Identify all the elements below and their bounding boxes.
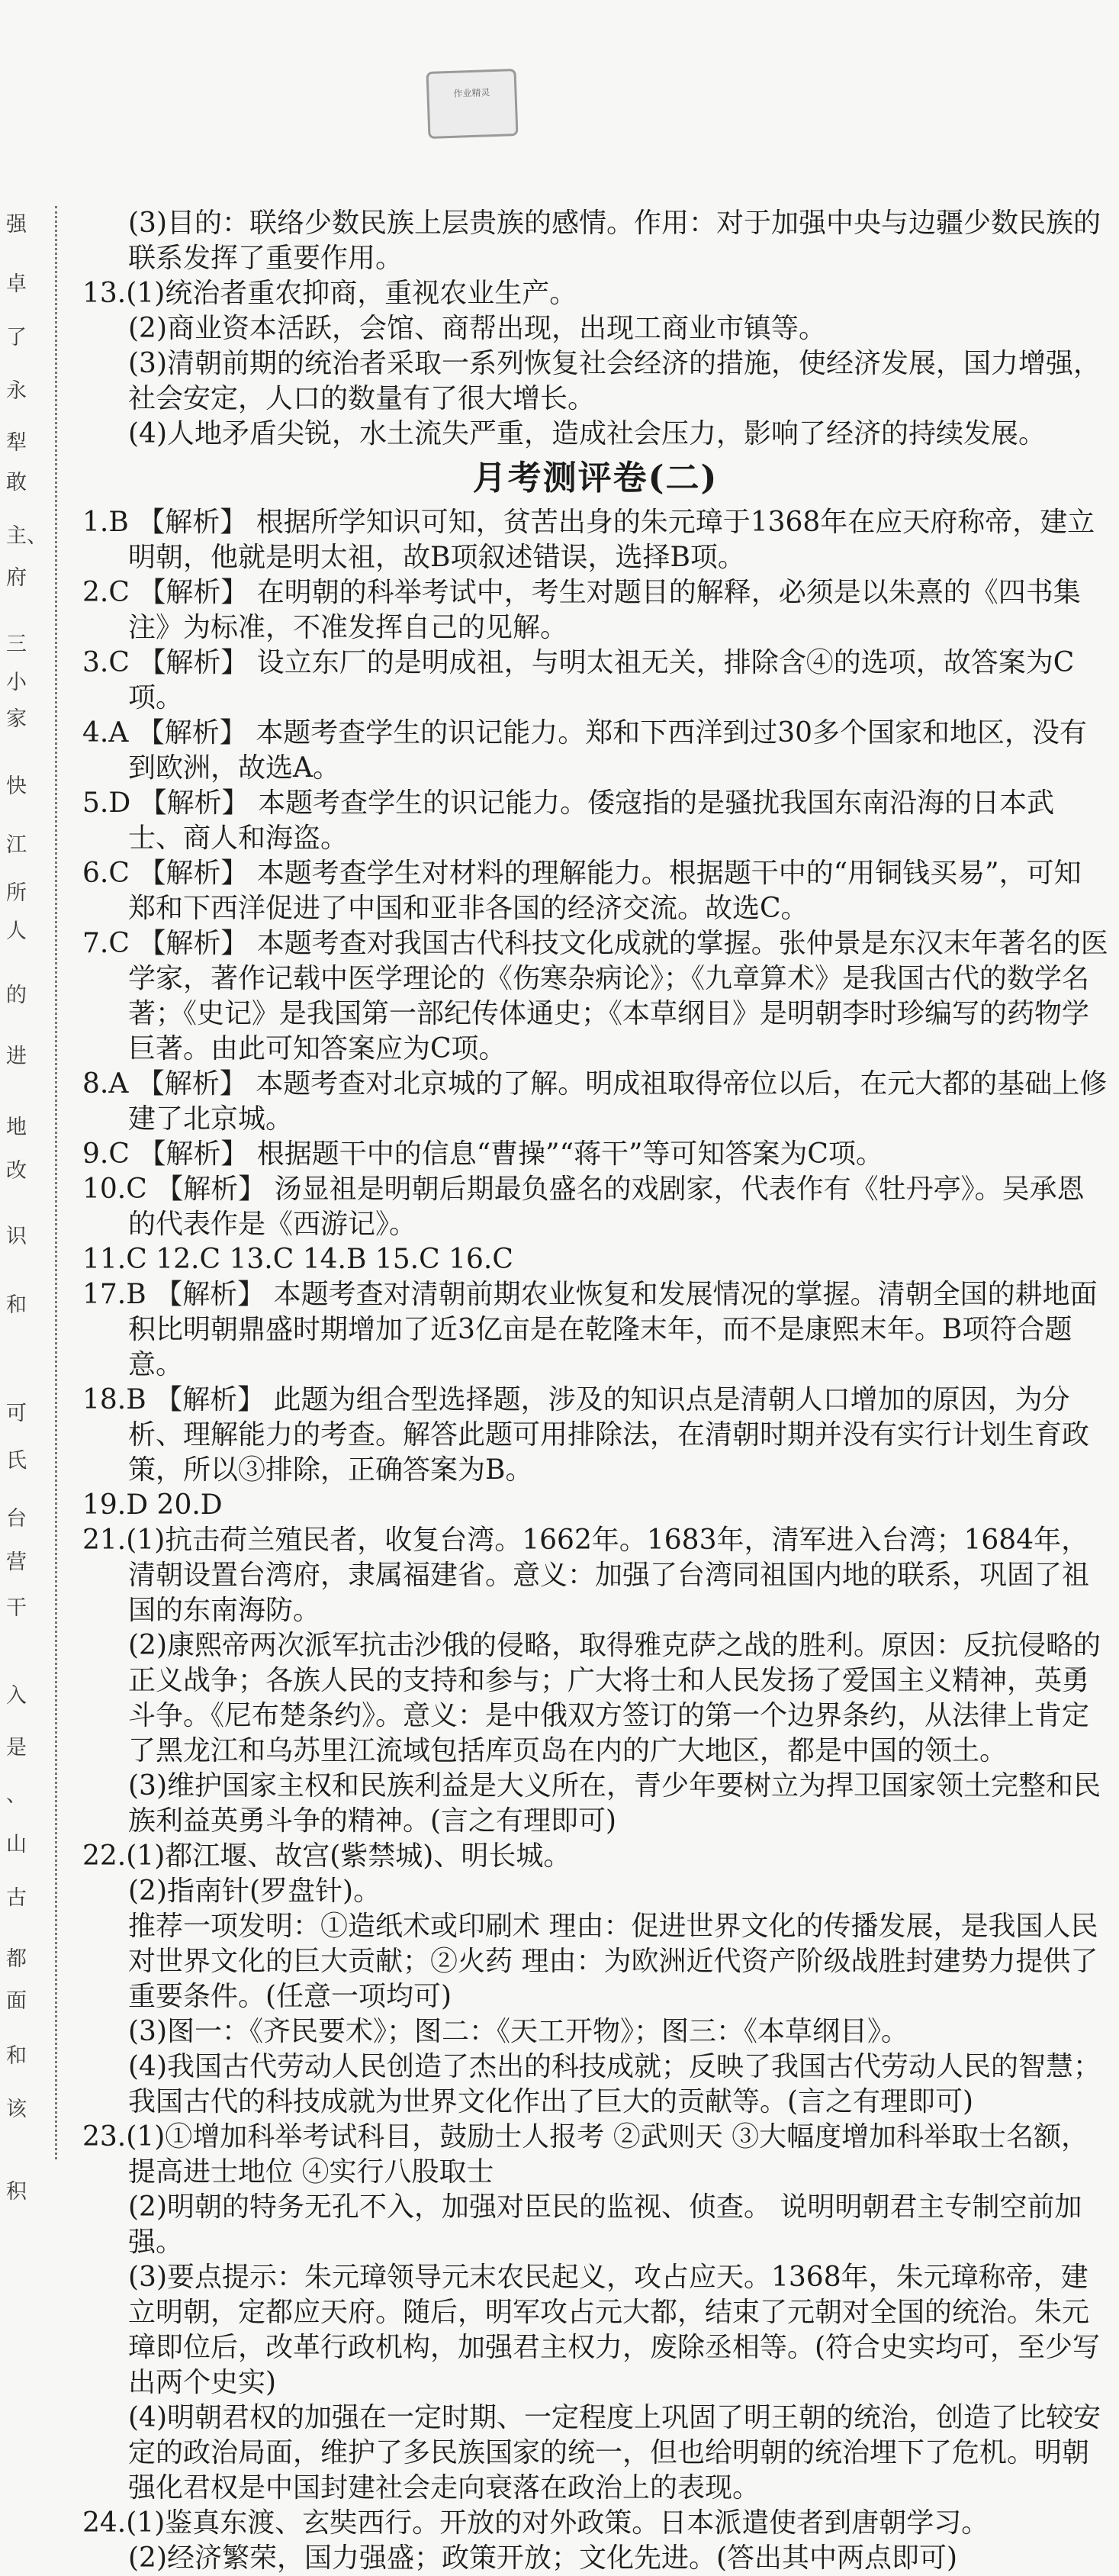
answer-line: (3)维护国家主权和民族利益是大义所在，青少年要树立为捍卫国家领土完整和民族利益英勇斗争的精神。(言之有理即可)	[128, 1770, 1101, 1837]
gutter-char: 三	[6, 633, 27, 656]
answer-line: (3)目的：联络少数民族上层贵族的感情。作用：对于加强中央与边疆少数民族的联系发挥了重要作用。	[128, 208, 1101, 274]
gutter-char: 入	[6, 1684, 27, 1708]
gutter-char: 永	[6, 379, 27, 403]
answer-list	[82, 505, 1108, 2576]
gutter-char: 山	[6, 1833, 27, 1856]
gutter-char: 人	[6, 919, 27, 943]
section-title: 月考测评卷(二)	[472, 459, 719, 497]
gutter-char: 江	[6, 833, 27, 857]
gutter-char: 台	[6, 1507, 27, 1531]
answer-line: 10.C 【解析】 汤显祖是明朝后期最负盛名的戏剧家，代表作有《牡丹亭》。吴承恩的代表作是《西游记》。	[82, 1174, 1085, 1240]
gutter-char: 强	[6, 213, 27, 237]
gutter-char: 府	[6, 566, 27, 590]
left-gutter-fragments	[0, 0, 52, 2523]
answer-line: (4)明朝君权的加强在一定时期、一定程度上巩固了明王朝的统治，创造了比较安定的政治局面，维护了多民族国家的统一，但也给明朝的统治埋下了危机。明朝强化君权是中国封建社会走向衰落在政治上的表现。	[128, 2402, 1101, 2504]
binding-dotted-line	[55, 206, 57, 2159]
gutter-char: 了	[6, 326, 27, 349]
gutter-char: 识	[6, 1225, 27, 1248]
gutter-char: 改	[6, 1159, 27, 1183]
answer-content	[82, 206, 1108, 2576]
gutter-char: 小	[6, 671, 27, 694]
gutter-char: 该	[6, 2098, 27, 2121]
previous-answers-continued	[82, 206, 1108, 452]
gutter-char: 面	[6, 1989, 27, 2013]
answer-line: (2)商业资本活跃，会馆、商帮出现，出现工商业市镇等。	[128, 313, 826, 344]
answer-line: 18.B 【解析】 此题为组合型选择题，涉及的知识点是清朝人口增加的原因，为分析、理解能力的考查。解答此题可用排除法，在清朝时期并没有实行计划生育政策，所以③排除，正确答案为B。	[82, 1384, 1090, 1486]
answer-line: 推荐一项发明：①造纸术或印刷术 理由：促进世界文化的传播发展，是我国人民对世界文化的巨大贡献；②火药 理由：为欧洲近代资产阶级战胜封建势力提供了重要条件。(任意一项均可)	[128, 1911, 1098, 2012]
answer-line: 21.(1)抗击荷兰殖民者，收复台湾。1662年。1683年，清军进入台湾；1684年，清朝设置台湾府，隶属福建省。意义：加强了台湾同祖国内地的联系，巩固了祖国的东南海防。	[82, 1525, 1090, 1626]
answer-line: (4)人地矛盾尖锐，水土流失严重，造成社会压力，影响了经济的持续发展。	[128, 418, 1046, 449]
answer-line: (2)指南针(罗盘针)。	[128, 1876, 381, 1907]
answer-line: 23.(1)①增加科举考试科目，鼓励士人报考 ②武则天 ③大幅度增加科举取士名额，提高进士地位 ④实行八股取士	[82, 2121, 1089, 2188]
answer-line: 11.C 12.C 13.C 14.B 15.C 16.C	[82, 1244, 513, 1275]
answer-line: 7.C 【解析】 本题考查对我国古代科技文化成就的掌握。张仲景是东汉末年著名的医学家，著作记载中医学理论的《伤寒杂病论》；《九章算术》是我国古代的数学名著；《史记》是我国第一部纪传体通史；《本草纲目》是明朝李时珍编写的药物学巨著。由此可知答案应为C项。	[82, 928, 1108, 1064]
answer-line: 13.(1)统治者重农抑商，重视农业生产。	[82, 278, 577, 309]
gutter-char: 进	[6, 1045, 27, 1068]
gutter-char: 可	[6, 1402, 27, 1425]
gutter-char: 营	[6, 1550, 27, 1574]
gutter-char: 敢	[6, 471, 27, 494]
gutter-char: 主、	[6, 524, 47, 548]
gutter-char: 卓	[6, 272, 27, 296]
gutter-char: 氏	[6, 1449, 27, 1473]
gutter-char: 和	[6, 1293, 27, 1317]
answer-line: (4)我国古代劳动人民创造了杰出的科技成就；反映了我国古代劳动人民的智慧；我国古代的科技成就为世界文化作出了巨大的贡献等。(言之有理即可)	[128, 2051, 1101, 2117]
gutter-char: 所	[6, 881, 27, 905]
answer-line: (2)康熙帝两次派军抗击沙俄的侵略，取得雅克萨之战的胜利。原因：反抗侵略的正义战争；各族人民的支持和参与；广大将士和人民发扬了爱国主义精神，英勇斗争。《尼布楚条约》。意义：是中俄双方签订的第一个边界条约，从法律上肯定了黑龙江和乌苏里江流域包括库页岛在内的广大地区，都是中国的领土。	[128, 1630, 1101, 1766]
answer-line: 6.C 【解析】 本题考查学生对材料的理解能力。根据题干中的“用铜钱买易”，可知郑和下西洋促进了中国和亚非各国的经济交流。故选C。	[82, 858, 1082, 924]
watermark-stamp	[426, 69, 519, 139]
gutter-char: 快	[6, 774, 27, 798]
gutter-char: 和	[6, 2044, 27, 2068]
answer-line: (2)经济繁荣，国力强盛；政策开放；文化先进。(答出其中两点即可)	[128, 2542, 958, 2574]
gutter-char: 干	[6, 1596, 27, 1620]
gutter-char: 古	[6, 1886, 27, 1910]
answer-line: 22.(1)都江堰、故宫(紫禁城)、明长城。	[82, 1840, 571, 1872]
answer-line: 4.A 【解析】 本题考查学生的识记能力。郑和下西洋到过30多个国家和地区，没有到欧洲，故选A。	[82, 717, 1088, 784]
stamp-text: 作业精灵	[453, 87, 490, 99]
answer-line: 2.C 【解析】 在明朝的科举考试中，考生对题目的解释，必须是以朱熹的《四书集注》为标准，不准发挥自己的见解。	[82, 577, 1081, 643]
gutter-char: 是	[6, 1736, 27, 1760]
gutter-char: 家	[6, 707, 27, 731]
answer-line: 1.B 【解析】 根据所学知识可知，贫苦出身的朱元璋于1368年在应天府称帝，建立明朝，他就是明太祖，故B项叙述错误，选择B项。	[82, 507, 1095, 573]
answer-line: (3)清朝前期的统治者采取一系列恢复社会经济的措施，使经济发展，国力增强，社会安定，人口的数量有了很大增长。	[128, 348, 1101, 414]
gutter-char: 、	[6, 1783, 27, 1807]
answer-line: 3.C 【解析】 设立东厂的是明成祖，与明太祖无关，排除含④的选项，故答案为C项。	[82, 647, 1075, 713]
gutter-char: 的	[6, 984, 27, 1007]
answer-line: (2)明朝的特务无孔不入，加强对臣民的监视、侦查。 说明明朝君主专制空前加强。	[128, 2191, 1082, 2258]
gutter-char: 地	[6, 1116, 27, 1139]
answer-line: 8.A 【解析】 本题考查对北京城的了解。明成祖取得帝位以后，在元大都的基础上修建了北京城。	[82, 1068, 1108, 1135]
gutter-char: 都	[6, 1947, 27, 1971]
answer-line: 24.(1)鉴真东渡、玄奘西行。开放的对外政策。日本派遣使者到唐朝学习。	[82, 2507, 989, 2539]
answer-line: 19.D 20.D	[82, 1489, 223, 1521]
answer-line: 17.B 【解析】 本题考查对清朝前期农业恢复和发展情况的掌握。清朝全国的耕地面积比明朝鼎盛时期增加了近3亿亩是在乾隆末年，而不是康熙末年。B项符合题意。	[82, 1279, 1098, 1380]
answer-line: 9.C 【解析】 根据题干中的信息“曹操”“蒋干”等可知答案为C项。	[82, 1138, 883, 1170]
answer-line: (3)要点提示：朱元璋领导元末农民起义，攻占应天。1368年，朱元璋称帝，建立明朝，定都应天府。随后，明军攻占元大都，结束了元朝对全国的统治。朱元璋即位后，改革行政机构，加强君主权力，废除丞相等。(符合史实均可，至少写出两个史实)	[128, 2262, 1101, 2398]
answer-line: 5.D 【解析】 本题考查学生的识记能力。倭寇指的是骚扰我国东南沿海的日本武士、商人和海盗。	[82, 787, 1055, 854]
gutter-char: 积	[6, 2180, 27, 2204]
gutter-char: 犁	[6, 431, 27, 455]
answer-line: (3)图一：《齐民要术》；图二：《天工开物》；图三：《本草纲目》。	[128, 2016, 908, 2047]
